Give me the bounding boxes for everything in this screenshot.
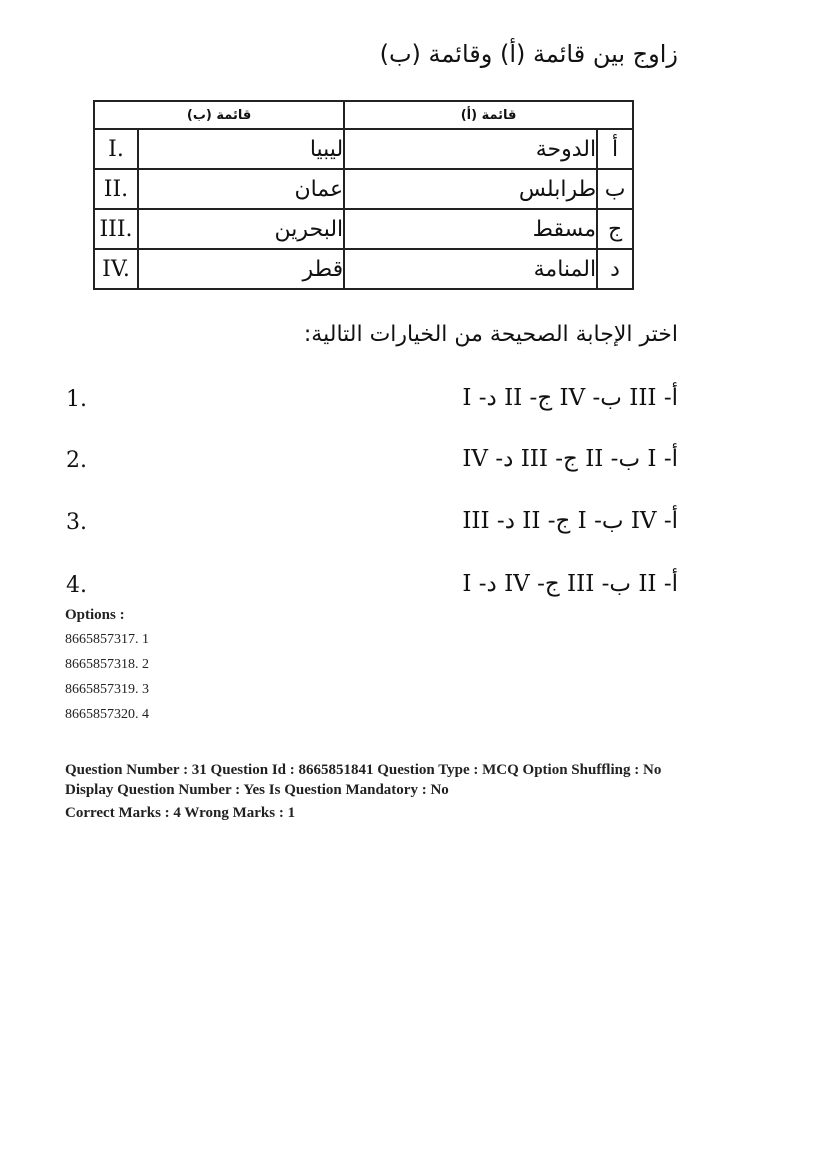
option-id: 8665857317. 1 xyxy=(65,632,149,647)
row-roman-numeral: III. xyxy=(94,209,138,249)
choice-sequence: أ- II ب- III ج- IV د- I xyxy=(462,571,678,597)
row-letter: ب xyxy=(597,169,633,209)
table-row xyxy=(94,249,633,289)
option-id: 8665857318. 2 xyxy=(65,657,149,672)
row-letter: أ xyxy=(597,129,633,169)
option-id: 8665857319. 3 xyxy=(65,682,149,697)
list-b-country: ليبيا xyxy=(138,129,344,169)
row-roman-numeral: IV. xyxy=(94,249,138,289)
question-info-line: Display Question Number : Yes Is Question Mandatory : No xyxy=(65,782,449,798)
question-info xyxy=(65,760,765,823)
choice-sequence: أ- IV ب- I ج- II د- III xyxy=(462,508,678,534)
options-title: Options : xyxy=(65,607,125,623)
table-header-row xyxy=(94,101,633,129)
choice-number: 4. xyxy=(66,573,87,598)
choice-sequence: أ- I ب- II ج- III د- IV xyxy=(462,446,678,472)
list-a-city: مسقط xyxy=(344,209,597,249)
table-row xyxy=(94,129,633,169)
list-b-header: قائمة (ب) xyxy=(94,101,344,129)
list-a-city: الدوحة xyxy=(344,129,597,169)
instruction-text: اختر الإجابة الصحيحة من الخيارات التالية: xyxy=(303,322,678,347)
question-marks: Correct Marks : 4 Wrong Marks : 1 xyxy=(65,805,296,821)
row-letter: ج xyxy=(597,209,633,249)
choice-number: 2. xyxy=(66,448,87,473)
choice-number: 1. xyxy=(66,387,87,412)
table-row xyxy=(94,169,633,209)
list-a-city: طرابلس xyxy=(344,169,597,209)
list-b-country: البحرين xyxy=(138,209,344,249)
option-id: 8665857320. 4 xyxy=(65,707,149,722)
question-info-line: Question Number : 31 Question Id : 8665851841 Question Type : MCQ Option Shuffling : No xyxy=(65,762,662,778)
answer-choice-3[interactable] xyxy=(62,506,678,542)
choice-number: 3. xyxy=(66,510,87,535)
row-roman-numeral: II. xyxy=(94,169,138,209)
table-row xyxy=(94,209,633,249)
row-letter: د xyxy=(597,249,633,289)
matching-table xyxy=(93,100,634,290)
answer-choice-4[interactable] xyxy=(62,569,678,605)
answer-choice-2[interactable] xyxy=(62,444,678,480)
question-heading: زاوج بين قائمة (أ) وقائمة (ب) xyxy=(379,40,678,68)
list-a-city: المنامة xyxy=(344,249,597,289)
list-b-country: عمان xyxy=(138,169,344,209)
list-b-country: قطر xyxy=(138,249,344,289)
row-roman-numeral: I. xyxy=(94,129,138,169)
choice-sequence: أ- III ب- IV ج- II د- I xyxy=(462,385,678,411)
answer-choice-1[interactable] xyxy=(62,383,678,419)
list-a-header: قائمة (أ) xyxy=(344,101,633,129)
